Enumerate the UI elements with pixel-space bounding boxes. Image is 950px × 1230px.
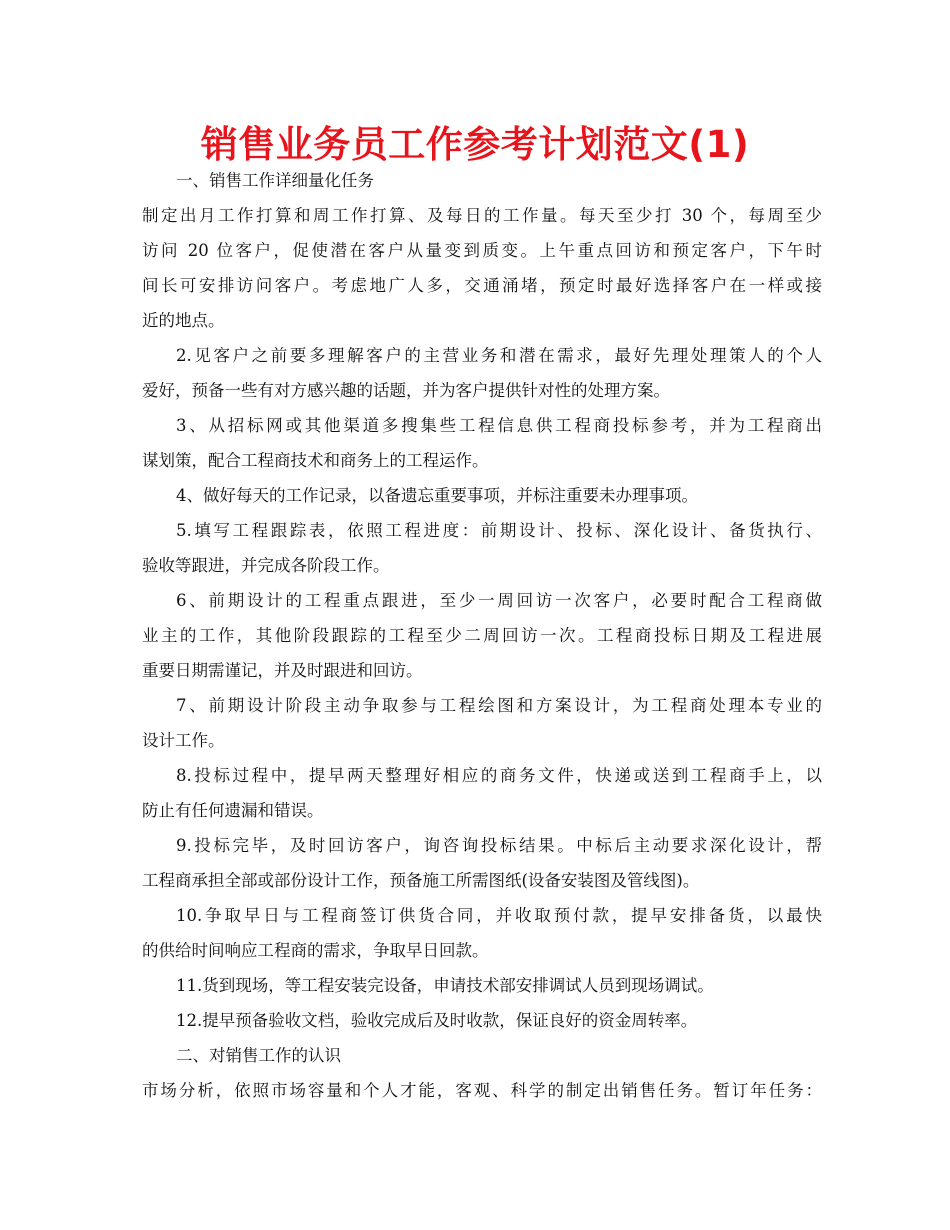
- text-line: 防止有任何遗漏和错误。: [142, 801, 324, 820]
- text-line: 制定出月工作打算和周工作打算、及每日的工作量。每天至少打 30 个，每周至少: [142, 206, 822, 225]
- text-line: 6、前期设计的工程重点跟进，至少一周回访一次客户，必要时配合工程商做: [176, 591, 822, 610]
- text-line: 12.提早预备验收文档，验收完成后及时收款，保证良好的资金周转率。: [176, 1011, 698, 1030]
- text-line: 谋划策，配合工程商技术和商务上的工程运作。: [142, 451, 489, 470]
- text-line: 验收等跟进，并完成各阶段工作。: [142, 556, 390, 575]
- text-line: 业主的工作，其他阶段跟踪的工程至少二周回访一次。工程商投标日期及工程进展: [142, 626, 822, 645]
- text-line: 设计工作。: [142, 731, 225, 750]
- document-title: 销售业务员工作参考计划范文(1): [200, 123, 750, 166]
- text-line: 重要日期需谨记，并及时跟进和回访。: [142, 661, 423, 680]
- text-line: 的供给时间响应工程商的需求，争取早日回款。: [142, 941, 489, 960]
- text-line: 3、从招标网或其他渠道多搜集些工程信息供工程商投标参考，并为工程商出: [176, 416, 822, 435]
- text-line: 爱好，预备一些有对方感兴趣的话题，并为客户提供针对性的处理方案。: [142, 381, 670, 400]
- text-line: 工程商承担全部或部份设计工作，预备施工所需图纸(设备安装图及管线图)。: [142, 871, 700, 890]
- text-line: 4、做好每天的工作记录，以备遗忘重要事项，并标注重要未办理事项。: [176, 486, 698, 505]
- text-line: 9.投标完毕，及时回访客户，询咨询投标结果。中标后主动要求深化设计，帮: [176, 836, 822, 855]
- text-line: 5.填写工程跟踪表，依照工程进度：前期设计、投标、深化设计、备货执行、: [176, 521, 822, 540]
- text-line: 二、对销售工作的认识: [176, 1046, 341, 1065]
- text-line: 访问 20 位客户，促使潜在客户从量变到质变。上午重点回访和预定客户，下午时: [142, 241, 822, 260]
- text-line: 一、销售工作详细量化任务: [176, 171, 374, 190]
- text-line: 2.见客户之前要多理解客户的主营业务和潜在需求，最好先理处理策人的个人: [176, 346, 822, 365]
- text-line: 7、前期设计阶段主动争取参与工程绘图和方案设计，为工程商处理本专业的: [176, 696, 822, 715]
- text-line: 间长可安排访问客户。考虑地广人多，交通涌堵，预定时最好选择客户在一样或接: [142, 276, 822, 295]
- document-body: [142, 166, 822, 1111]
- text-line: 11.货到现场，等工程安装完设备，申请技术部安排调试人员到现场调试。: [176, 976, 714, 995]
- text-line: 市场分析，依照市场容量和个人才能，客观、科学的制定出销售任务。暂订年任务：: [142, 1081, 822, 1100]
- text-line: 10.争取早日与工程商签订供货合同，并收取预付款，提早安排备货，以最快: [176, 906, 822, 925]
- text-line: 近的地点。: [142, 311, 225, 330]
- text-line: 8.投标过程中，提早两天整理好相应的商务文件，快递或送到工程商手上，以: [176, 766, 822, 785]
